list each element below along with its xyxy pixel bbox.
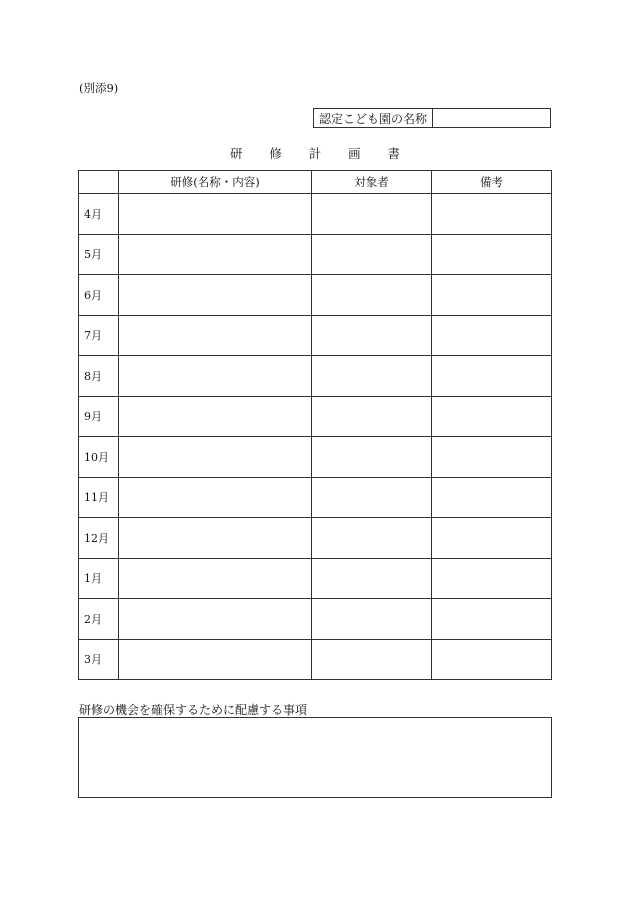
month-cell: 10月 — [79, 437, 119, 478]
header-training: 研修(名称・内容) — [119, 171, 312, 194]
month-cell: 4月 — [79, 194, 119, 235]
table-row — [79, 194, 552, 235]
remarks-cell[interactable] — [432, 396, 552, 437]
document-title — [230, 144, 400, 162]
table-row — [79, 356, 552, 397]
month-cell: 12月 — [79, 518, 119, 559]
training-cell[interactable] — [119, 518, 312, 559]
attachment-label: (別添9) — [79, 81, 119, 95]
remarks-cell[interactable] — [432, 234, 552, 275]
remarks-cell[interactable] — [432, 477, 552, 518]
table-row — [79, 599, 552, 640]
remarks-cell[interactable] — [432, 558, 552, 599]
target-cell[interactable] — [312, 194, 432, 235]
title-char: 研 — [230, 146, 243, 161]
title-char: 計 — [308, 146, 322, 161]
training-cell[interactable] — [119, 275, 312, 316]
month-cell: 3月 — [79, 639, 119, 680]
month-cell: 6月 — [79, 275, 119, 316]
month-cell: 1月 — [79, 558, 119, 599]
table-row — [79, 275, 552, 316]
month-cell: 11月 — [79, 477, 119, 518]
month-cell: 9月 — [79, 396, 119, 437]
target-cell[interactable] — [312, 396, 432, 437]
month-cell: 2月 — [79, 599, 119, 640]
target-cell[interactable] — [312, 437, 432, 478]
table-row — [79, 518, 552, 559]
header-month — [79, 171, 119, 194]
target-cell[interactable] — [312, 315, 432, 356]
facility-name-box — [313, 108, 551, 128]
table-row — [79, 558, 552, 599]
notes-label: 研修の機会を確保するために配慮する事項 — [79, 703, 308, 717]
title-char: 書 — [387, 146, 400, 161]
training-cell[interactable] — [119, 315, 312, 356]
month-cell: 8月 — [79, 356, 119, 397]
target-cell[interactable] — [312, 599, 432, 640]
training-cell[interactable] — [119, 234, 312, 275]
remarks-cell[interactable] — [432, 518, 552, 559]
table-row — [79, 477, 552, 518]
target-cell[interactable] — [312, 275, 432, 316]
training-cell[interactable] — [119, 396, 312, 437]
training-cell[interactable] — [119, 639, 312, 680]
title-char: 修 — [269, 146, 282, 161]
training-cell[interactable] — [119, 599, 312, 640]
table-row — [79, 437, 552, 478]
month-cell: 5月 — [79, 234, 119, 275]
target-cell[interactable] — [312, 234, 432, 275]
title-char: 画 — [348, 146, 361, 161]
facility-name-field[interactable] — [433, 109, 550, 127]
training-cell[interactable] — [119, 477, 312, 518]
training-cell[interactable] — [119, 356, 312, 397]
table-row — [79, 396, 552, 437]
table-row — [79, 639, 552, 680]
notes-field[interactable] — [78, 717, 552, 798]
remarks-cell[interactable] — [432, 275, 552, 316]
training-cell[interactable] — [119, 558, 312, 599]
table-row — [79, 315, 552, 356]
remarks-cell[interactable] — [432, 639, 552, 680]
month-cell: 7月 — [79, 315, 119, 356]
remarks-cell[interactable] — [432, 599, 552, 640]
training-plan-table — [78, 170, 552, 680]
header-remarks: 備考 — [432, 171, 552, 194]
header-target: 対象者 — [312, 171, 432, 194]
target-cell[interactable] — [312, 356, 432, 397]
remarks-cell[interactable] — [432, 437, 552, 478]
target-cell[interactable] — [312, 639, 432, 680]
table-header-row — [79, 171, 552, 194]
training-cell[interactable] — [119, 194, 312, 235]
remarks-cell[interactable] — [432, 356, 552, 397]
target-cell[interactable] — [312, 558, 432, 599]
table-row — [79, 234, 552, 275]
remarks-cell[interactable] — [432, 315, 552, 356]
facility-name-label: 認定こども園の名称 — [314, 109, 433, 127]
target-cell[interactable] — [312, 518, 432, 559]
remarks-cell[interactable] — [432, 194, 552, 235]
target-cell[interactable] — [312, 477, 432, 518]
training-cell[interactable] — [119, 437, 312, 478]
